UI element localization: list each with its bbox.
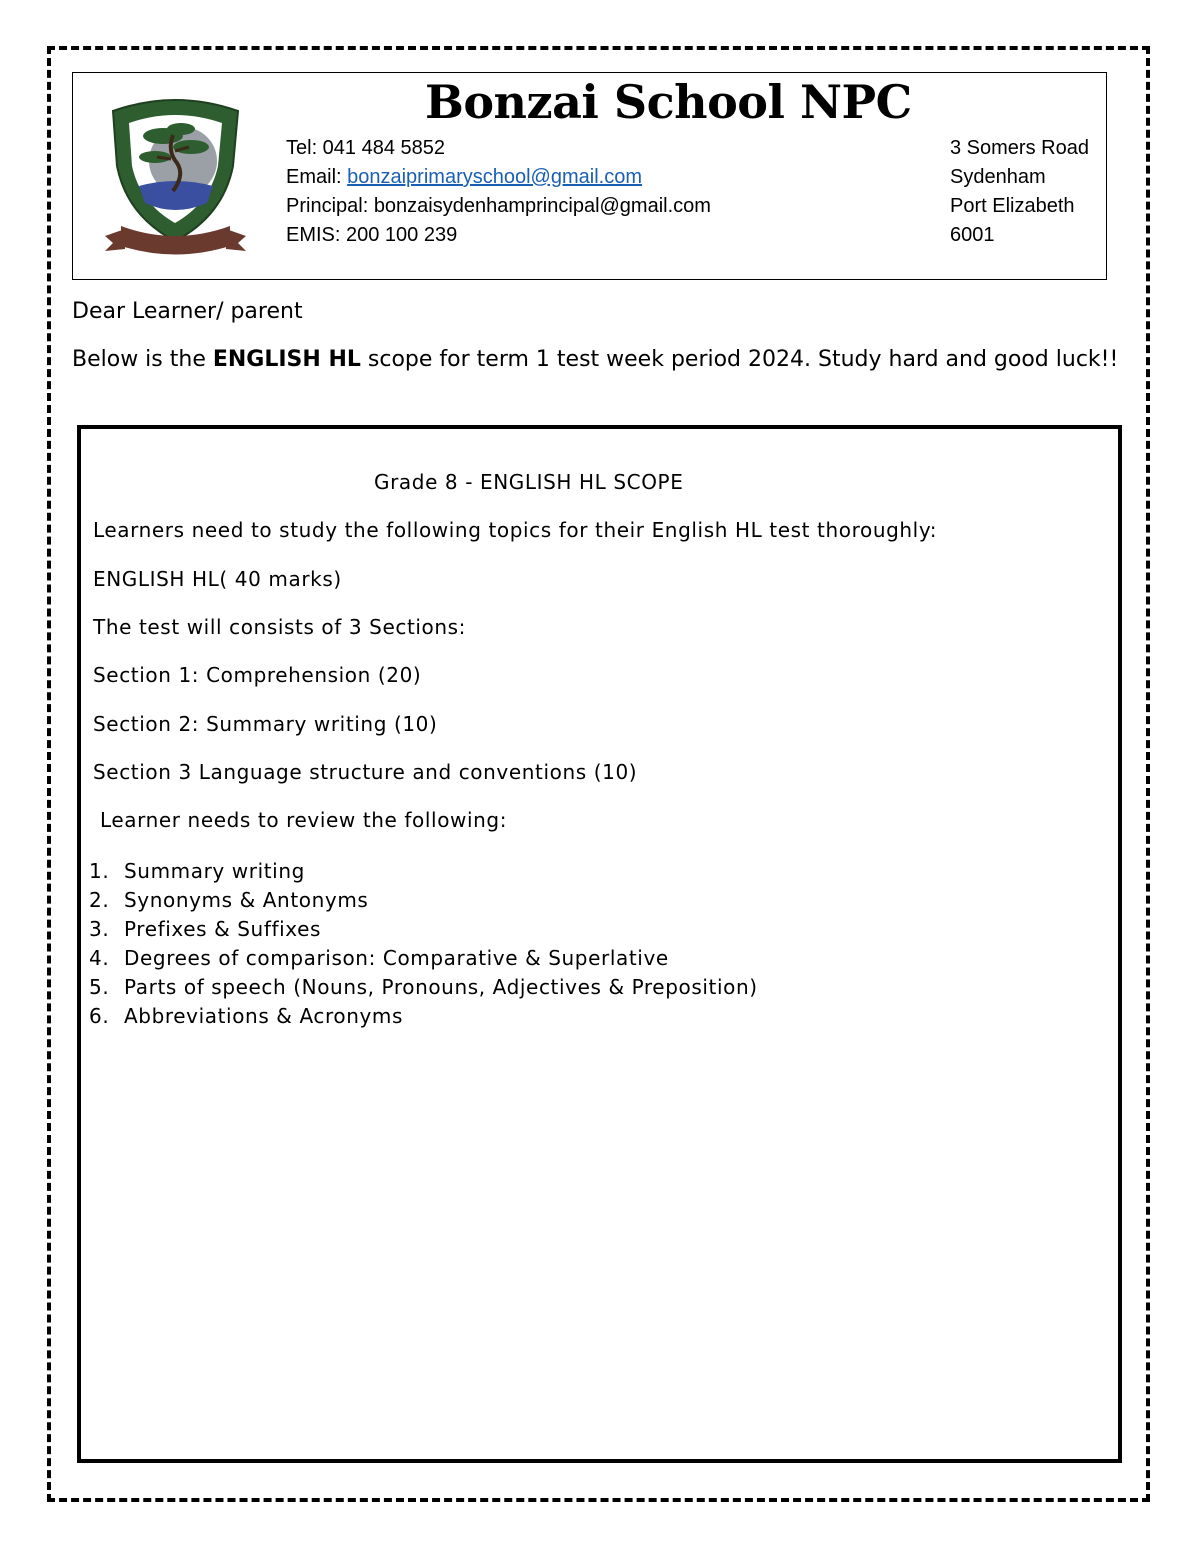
- school-crest-logo: [103, 91, 248, 261]
- address-line: Port Elizabeth: [950, 195, 1075, 217]
- list-item-text: Degrees of comparison: Comparative & Superlative: [124, 946, 669, 970]
- list-item: [89, 886, 758, 915]
- list-item-text: Parts of speech (Nouns, Pronouns, Adjectives & Preposition): [124, 975, 758, 999]
- list-number: 5.: [89, 975, 110, 999]
- intro-subject-bold: ENGLISH HL: [212, 347, 361, 372]
- address-line: 6001: [950, 224, 995, 246]
- email-link[interactable]: bonzaiprimaryschool@gmail.com: [347, 166, 642, 188]
- list-item: [89, 944, 758, 973]
- email-label: Email:: [286, 166, 348, 188]
- list-item: [89, 1002, 758, 1031]
- intro-paragraph: [72, 346, 1132, 374]
- list-number: 1.: [89, 859, 110, 883]
- scope-sections-intro: The test will consists of 3 Sections:: [93, 615, 467, 639]
- list-item-text: Synonyms & Antonyms: [124, 888, 369, 912]
- scope-review-intro: Learner needs to review the following:: [93, 808, 508, 832]
- scope-marks: ENGLISH HL( 40 marks): [93, 567, 342, 591]
- list-item: [89, 973, 758, 1002]
- list-item-text: Prefixes & Suffixes: [124, 917, 322, 941]
- school-name: Bonzai School NPC: [425, 75, 912, 129]
- scope-section-2: Section 2: Summary writing (10): [93, 712, 438, 736]
- list-number: 4.: [89, 946, 110, 970]
- tel-line: Tel: 041 484 5852: [286, 137, 446, 159]
- topic-list: [89, 857, 758, 1031]
- list-number: 2.: [89, 888, 110, 912]
- list-number: 3.: [89, 917, 110, 941]
- scope-section-1: Section 1: Comprehension (20): [93, 663, 422, 687]
- email-line: [286, 163, 711, 192]
- intro-text: Below is the: [72, 347, 213, 372]
- principal-line: Principal: bonzaisydenhamprincipal@gmail.com: [286, 195, 711, 217]
- intro-text: scope for term 1 test week period 2024. Study hard and good luck!!: [360, 347, 1119, 372]
- school-address: [950, 134, 1089, 250]
- greeting: Dear Learner/ parent: [72, 299, 303, 324]
- list-item-text: Summary writing: [124, 859, 305, 883]
- address-line: 3 Somers Road: [950, 137, 1089, 159]
- scope-instruction: Learners need to study the following topics for their English HL test thoroughly:: [93, 518, 938, 542]
- scope-title: Grade 8 - ENGLISH HL SCOPE: [374, 470, 684, 494]
- emis-line: EMIS: 200 100 239: [286, 224, 458, 246]
- scope-section-3: Section 3 Language structure and conventions (10): [93, 760, 638, 784]
- list-item: [89, 857, 758, 886]
- list-number: 6.: [89, 1004, 110, 1028]
- contact-details: [286, 134, 711, 250]
- list-item-text: Abbreviations & Acronyms: [124, 1004, 404, 1028]
- letterhead: [72, 72, 1107, 280]
- list-item: [89, 915, 758, 944]
- address-line: Sydenham: [950, 166, 1046, 188]
